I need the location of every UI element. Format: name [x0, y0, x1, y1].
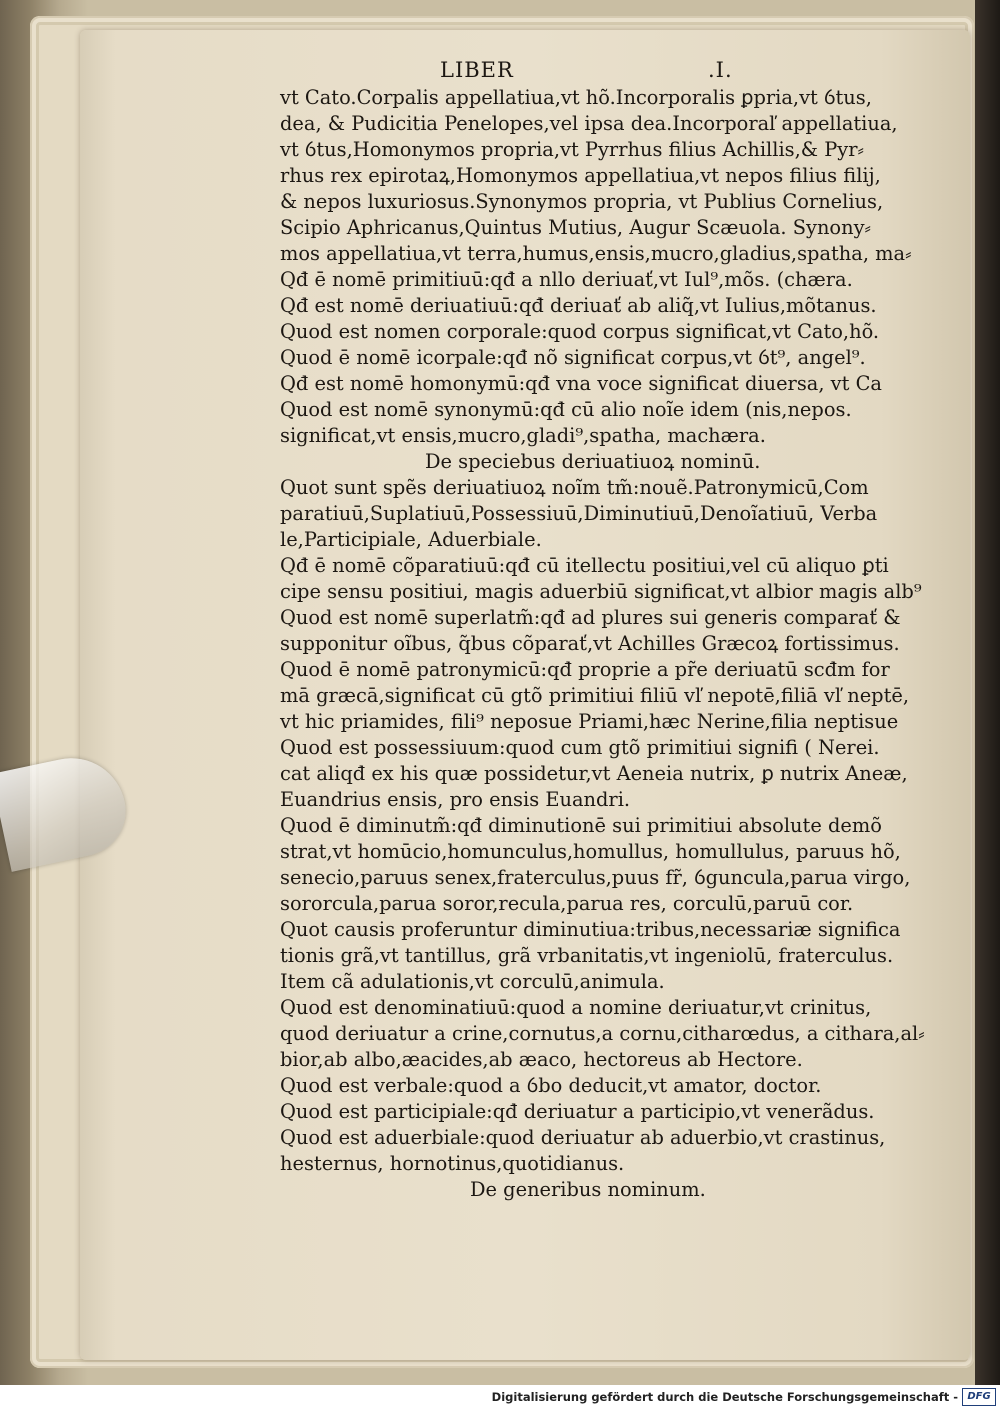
text-line: Quod est verbale:quod a ỽbo deducit,vt amator, doctor.	[280, 1074, 822, 1097]
text-line: Quot sunt spẽs deriuatiuoꝝ noĩm tm̃:nouẽ.Patronymicū,Com	[280, 476, 869, 499]
text-line: Quod est participiale:qđ deriuatur a participio,vt venerãdus.	[280, 1100, 875, 1123]
dfg-logo: DFG	[962, 1388, 996, 1406]
text-line: strat,vt homūcio,homunculus,homullus, homullulus, paruus hõ,	[280, 840, 901, 863]
text-line: De speciebus deriuatiuoꝝ nominū.	[425, 450, 761, 473]
text-line: significat,vt ensis,mucro,gladi⁹,spatha, machæra.	[280, 424, 766, 447]
text-line: vt ỽtus,Homonymos propria,vt Pyrrhus filius Achillis,& Pyr⸗	[280, 138, 864, 161]
text-line: vt Cato.Corpalis appellatiua,vt hõ.Incorporalis ꝑpria,vt ỽtus,	[280, 86, 872, 109]
book-spine-edge	[975, 0, 1000, 1385]
text-line: cipe sensu positiui, magis aduerbiū significat,vt albior magis alb⁹	[280, 580, 922, 603]
text-line: Quot causis proferuntur diminutiua:tribus,necessariæ significa	[280, 918, 901, 941]
text-line: vt hic priamides, fili⁹ neposue Priami,hæc Nerine,filia neptisue	[280, 710, 899, 733]
text-line: cat aliqđ ex his quæ possidetur,vt Aeneia nutrix, ꝑ nutrix Aneæ,	[280, 762, 908, 785]
footer-bar	[0, 1385, 1000, 1408]
text-line: Qđ est nomē homonymū:qđ vna voce significat diuersa, vt Ca	[280, 372, 882, 395]
text-line: Euandrius ensis, pro ensis Euandri.	[280, 788, 631, 811]
text-line: Quod ē diminutm̃:qđ diminutionē sui primitiui absolute demõ	[280, 814, 882, 837]
text-line: senecio,paruus senex,fraterculus,puus fr̃, ỽguncula,parua virgo,	[280, 866, 911, 889]
text-line: mā græcā,significat cū gtõ primitiui filiū vľ nepotē,filiā vľ neptē,	[280, 684, 910, 707]
text-line: Item cã adulationis,vt corculū,animula.	[280, 970, 665, 993]
text-line: paratiuū,Suplatiuū,Possessiuū,Diminutiuū,Denoĩatiuū, Verba	[280, 502, 878, 525]
text-line: rhus rex epirotaꝝ,Homonymos appellatiua,vt nepos filius filij,	[280, 164, 881, 187]
text-line: Qđ est nomē deriuatiuū:qđ deriuať ab aliq̃,vt Iulius,mõtanus.	[280, 294, 877, 317]
running-head: LIBER	[440, 58, 514, 82]
text-line: & nepos luxuriosus.Synonymos propria, vt Publius Cornelius,	[280, 190, 884, 213]
text-line: Qđ ē nomē primitiuū:qđ a nllo deriuať,vt Iul⁹,mõs. (chæra.	[280, 268, 853, 291]
text-line: Scipio Aphricanus,Quintus Mutius, Augur Scæuola. Synony⸗	[280, 216, 872, 239]
text-line: bior,ab albo,æacides,ab æaco, hectoreus ab Hectore.	[280, 1048, 803, 1071]
text-line: Quod est nomē synonymū:qđ cū alio noĩe idem (nis,nepos.	[280, 398, 852, 421]
text-line: Quod ē nomē icorpale:qđ nõ significat corpus,vt ỽt⁹, angel⁹.	[280, 346, 866, 369]
text-line: Quod ē nomē patronymicū:qđ proprie a pr̃e deriuatū scđm for	[280, 658, 890, 681]
text-line: Quod est nomē superlatm̃:qđ ad plures sui generis comparať &	[280, 606, 901, 629]
text-line: Quod est nomen corporale:quod corpus significat,vt Cato,hõ.	[280, 320, 880, 343]
text-line: mos appellatiua,vt terra,humus,ensis,mucro,gladius,spatha, ma⸗	[280, 242, 912, 265]
text-line: tionis grã,vt tantillus, grã vrbanitatis,vt ingeniolū, fraterculus.	[280, 944, 894, 967]
text-line: Quod est possessiuum:quod cum gtõ primitiui signifi ( Nerei.	[280, 736, 880, 759]
text-line: hesternus, hornotinus,quotidianus.	[280, 1152, 625, 1175]
text-line: Quod est aduerbiale:quod deriuatur ab aduerbio,vt crastinus,	[280, 1126, 886, 1149]
text-line: sororcula,parua soror,recula,parua res, corculū,paruū cor.	[280, 892, 854, 915]
page-number: .I.	[708, 58, 733, 82]
text-line: quod deriuatur a crine,cornutus,a cornu,citharœdus, a cithara,al⸗	[280, 1022, 925, 1045]
text-line: Qđ ē nomē cõparatiuū:qđ cū itellectu positiui,vel cū aliquo ꝑti	[280, 554, 889, 577]
text-line: le,Participiale, Aduerbiale.	[280, 528, 542, 551]
text-line: De generibus nominum.	[470, 1178, 706, 1201]
text-line: Quod est denominatiuū:quod a nomine deriuatur,vt crinitus,	[280, 996, 872, 1019]
text-line: dea, & Pudicitia Penelopes,vel ipsa dea.Incorporaľ appellatiua,	[280, 112, 898, 135]
funding-credit: Digitalisierung gefördert durch die Deutsche Forschungsgemeinschaft -	[491, 1390, 958, 1404]
text-line: supponitur oĩbus, q̃bus cõparať,vt Achilles Græcoꝝ fortissimus.	[280, 632, 900, 655]
